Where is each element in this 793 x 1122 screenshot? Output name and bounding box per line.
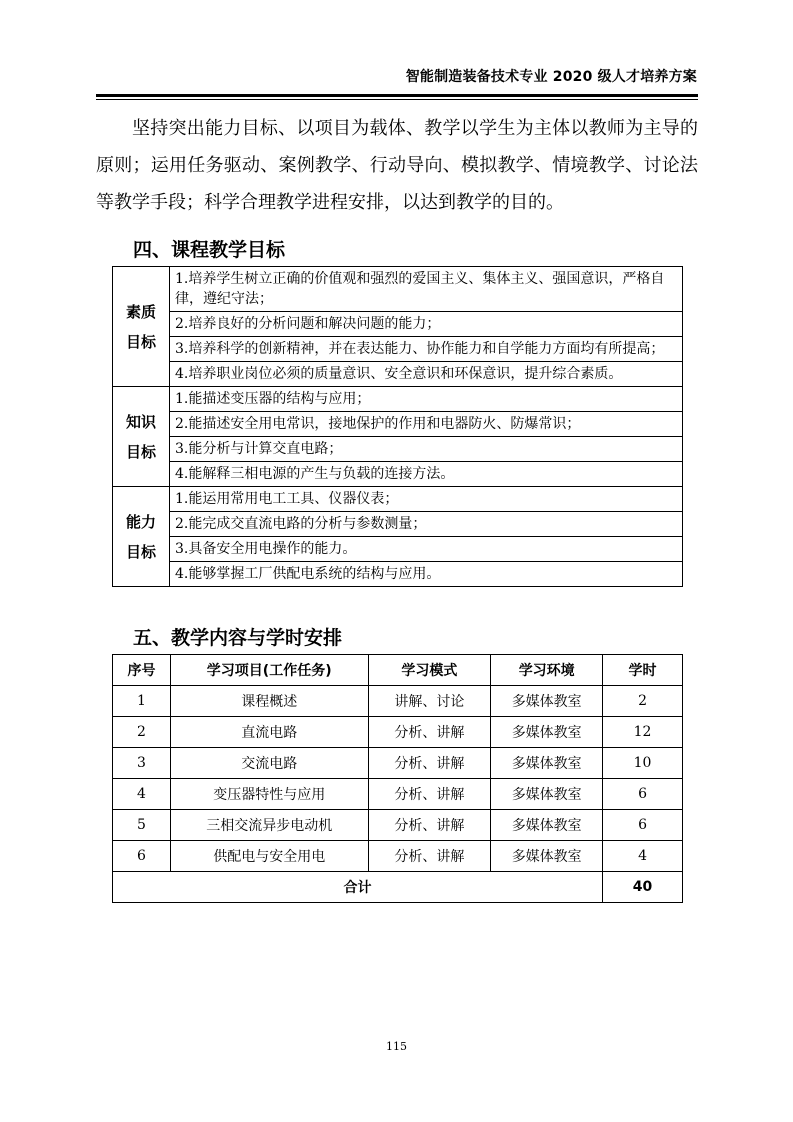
section-heading-goals: 四、课程教学目标 — [133, 239, 286, 261]
section-heading-schedule: 五、教学内容与学时安排 — [133, 627, 343, 649]
table-cell: 课程概述 — [170, 686, 368, 717]
table-cell: 3 — [113, 748, 171, 779]
header-rule-thin — [96, 99, 698, 100]
table-cell: 多媒体教室 — [491, 779, 603, 810]
table-cell: 4 — [603, 841, 683, 872]
total-label: 合计 — [113, 872, 603, 903]
category-line: 目标 — [125, 332, 156, 351]
goal-item: 1.能运用常用电工工具、仪器仪表； — [170, 487, 683, 512]
table-row — [113, 717, 683, 748]
goal-item: 2.能描述安全用电常识，接地保护的作用和电器防火、防爆常识； — [170, 412, 683, 437]
table-row — [113, 841, 683, 872]
table-cell: 直流电路 — [170, 717, 368, 748]
goals-table — [112, 266, 683, 587]
table-cell: 三相交流异步电动机 — [170, 810, 368, 841]
table-cell: 6 — [603, 810, 683, 841]
table-cell: 5 — [113, 810, 171, 841]
goals-row — [113, 387, 683, 412]
table-cell: 4 — [113, 779, 171, 810]
category-line: 素质 — [125, 302, 156, 321]
goals-row — [113, 267, 683, 312]
page-number: 115 — [386, 1040, 407, 1053]
goals-category-cell — [113, 267, 170, 387]
goal-item: 3.培养科学的创新精神，并在表达能力、协作能力和自学能力方面均有所提高； — [170, 337, 683, 362]
goal-item: 2.能完成交直流电路的分析与参数测量； — [170, 512, 683, 537]
table-cell: 供配电与安全用电 — [170, 841, 368, 872]
table-cell: 多媒体教室 — [491, 686, 603, 717]
category-line: 目标 — [125, 442, 156, 461]
table-row — [113, 810, 683, 841]
goals-row — [113, 312, 683, 337]
goals-row — [113, 462, 683, 487]
category-line: 能力 — [125, 512, 156, 531]
goal-item: 4.培养职业岗位必须的质量意识、安全意识和环保意识，提升综合素质。 — [170, 362, 683, 387]
table-row — [113, 686, 683, 717]
goals-row — [113, 412, 683, 437]
column-header: 序号 — [113, 655, 171, 686]
goal-item: 1.培养学生树立正确的价值观和强烈的爱国主义、集体主义、强国意识，严格自律，遵纪守法； — [170, 267, 683, 312]
table-cell: 10 — [603, 748, 683, 779]
table-row — [113, 779, 683, 810]
goals-row — [113, 537, 683, 562]
category-line: 知识 — [125, 412, 156, 431]
goal-item: 3.具备安全用电操作的能力。 — [170, 537, 683, 562]
table-cell: 2 — [113, 717, 171, 748]
table-cell: 12 — [603, 717, 683, 748]
table-cell: 分析、讲解 — [368, 748, 491, 779]
goals-row — [113, 487, 683, 512]
table-cell: 分析、讲解 — [368, 779, 491, 810]
goal-item: 4.能解释三相电源的产生与负载的连接方法。 — [170, 462, 683, 487]
table-cell: 分析、讲解 — [368, 841, 491, 872]
goals-category-cell — [113, 387, 170, 487]
table-cell: 分析、讲解 — [368, 810, 491, 841]
table-cell: 多媒体教室 — [491, 841, 603, 872]
table-cell: 多媒体教室 — [491, 810, 603, 841]
column-header: 学习项目(工作任务) — [170, 655, 368, 686]
table-cell: 6 — [113, 841, 171, 872]
table-cell: 变压器特性与应用 — [170, 779, 368, 810]
table-cell: 多媒体教室 — [491, 717, 603, 748]
table-cell: 分析、讲解 — [368, 717, 491, 748]
table-cell: 2 — [603, 686, 683, 717]
goals-row — [113, 362, 683, 387]
table-row — [113, 748, 683, 779]
schedule-header-row — [113, 655, 683, 686]
table-cell: 交流电路 — [170, 748, 368, 779]
goal-item: 4.能够掌握工厂供配电系统的结构与应用。 — [170, 562, 683, 587]
total-row — [113, 872, 683, 903]
table-cell: 多媒体教室 — [491, 748, 603, 779]
goals-row — [113, 337, 683, 362]
goals-category-cell — [113, 487, 170, 587]
intro-paragraph: 坚持突出能力目标、以项目为载体、教学以学生为主体以教师为主导的原则；运用任务驱动、案例教学、行动导向、模拟教学、情境教学、讨论法等教学手段；科学合理教学进程安排，以达到教学的目的。 — [96, 118, 698, 213]
header-rule-thick — [96, 94, 698, 97]
column-header: 学时 — [603, 655, 683, 686]
goals-row — [113, 562, 683, 587]
goal-item: 1.能描述变压器的结构与应用； — [170, 387, 683, 412]
total-value: 40 — [603, 872, 683, 903]
goal-item: 2.培养良好的分析问题和解决问题的能力； — [170, 312, 683, 337]
category-line: 目标 — [125, 542, 156, 561]
header-title: 智能制造装备技术专业 2020 级人才培养方案 — [405, 69, 697, 85]
column-header: 学习环境 — [491, 655, 603, 686]
goal-item: 3.能分析与计算交直电路； — [170, 437, 683, 462]
schedule-table — [112, 654, 683, 903]
table-cell: 讲解、讨论 — [368, 686, 491, 717]
column-header: 学习模式 — [368, 655, 491, 686]
goals-row — [113, 512, 683, 537]
table-cell: 6 — [603, 779, 683, 810]
goals-row — [113, 437, 683, 462]
table-cell: 1 — [113, 686, 171, 717]
